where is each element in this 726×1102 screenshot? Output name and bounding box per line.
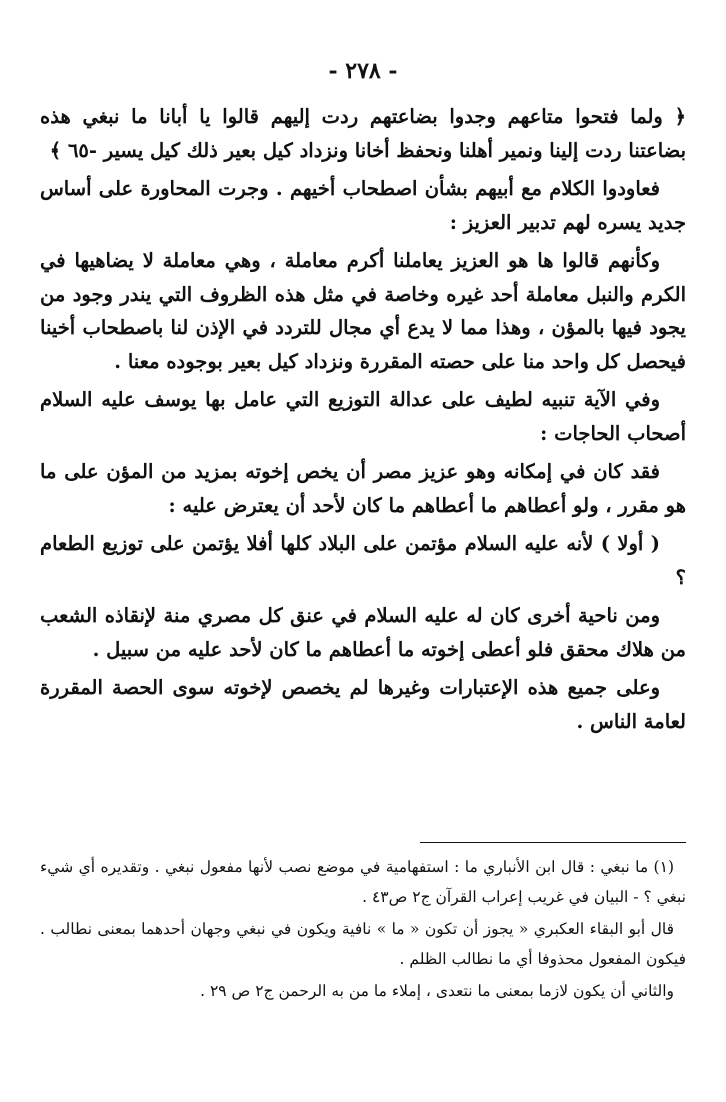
footnotes xyxy=(40,852,686,1008)
footnote: (١) ما نبغي : قال ابن الأنباري ما : استفهامية في موضع نصب لأنها مفعول نبغي . وتقديره أي شيء نبغي ؟ - البيان في غريب إعراب القرآن ج٢ ص٤٣ . xyxy=(40,858,686,906)
footnote: قال أبو البقاء العكبري « يجوز أن تكون « ما » نافية ويكون في نبغي وجهان أحدهما بمعنى نطالب . فيكون المفعول محذوفا أي ما نطالب الظلم . xyxy=(40,920,686,968)
page-number: - ٢٧٨ - xyxy=(328,58,398,84)
quran-verse: ﴿ ولما فتحوا متاعهم وجدوا بضاعتهم ردت إليهم قالوا يا أبانا ما نبغي هذه بضاعتنا ردت إلينا ونمير أهلنا ونحفظ أخانا ونزداد كيل بعير ذلك كيل يسير -٦٥ ﴾ xyxy=(40,105,686,162)
footnote: والثاني أن يكون لازما بمعنى ما نتعدى ، إملاء ما من به الرحمن ج٢ ص ٢٩ . xyxy=(200,982,674,1000)
main-text xyxy=(40,100,686,738)
paragraph: ومن ناحية أخرى كان له عليه السلام في عنق كل مصري منة لإنقاذه الشعب من هلاك محقق فلو أعطى إخوته ما أعطاهم ما كان لأحد عليه من سبيل . xyxy=(40,604,686,661)
paragraph: وعلى جميع هذه الإعتبارات وغيرها لم يخصص لإخوته سوى الحصة المقررة لعامة الناس . xyxy=(40,676,686,733)
paragraph: ( أولا ) لأنه عليه السلام مؤتمن على البلاد كلها أفلا يؤتمن على توزيع الطعام ؟ xyxy=(40,532,686,589)
paragraph: وكأنهم قالوا ها هو العزيز يعاملنا أكرم معاملة ، وهي معاملة لا يضاهيها في الكرم والنبل معاملة أحد غيره وخاصة في مثل هذه الظروف التي يندر وجود من يجود فيها بالمؤن ، وهذا مما لا يدع أي مجال للتردد في الإذن لنا باصطحاب أخينا فيحصل كل واحد منا على حصته المقررة ونزداد كيل بعير بوجوده معنا . xyxy=(40,249,686,373)
footnote-divider xyxy=(420,842,686,843)
paragraph: فعاودوا الكلام مع أبيهم بشأن اصطحاب أخيهم . وجرت المحاورة على أساس جديد يسره لهم تدبير العزيز : xyxy=(40,177,686,234)
paragraph: فقد كان في إمكانه وهو عزيز مصر أن يخص إخوته بمزيد من المؤن على ما هو مقرر ، ولو أعطاهم ما أعطاهم ما كان لأحد أن يعترض عليه : xyxy=(40,460,686,517)
paragraph: وفي الآية تنبيه لطيف على عدالة التوزيع التي عامل بها يوسف عليه السلام أصحاب الحاجات : xyxy=(40,388,686,445)
